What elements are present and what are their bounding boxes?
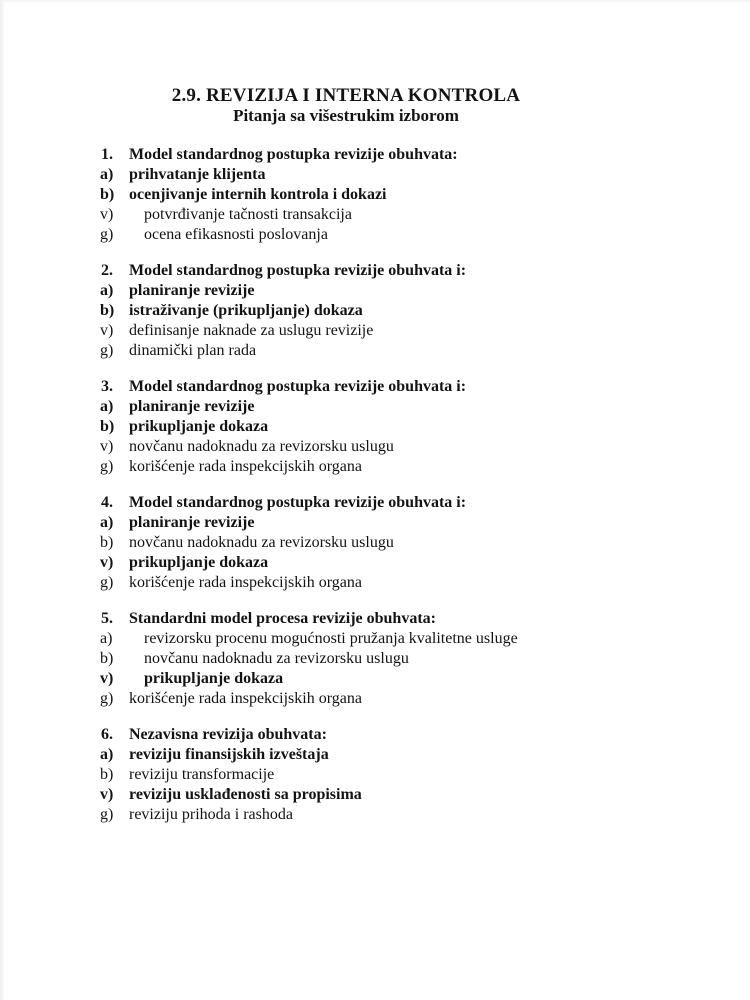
option-text: prikupljanje dokaza bbox=[129, 554, 269, 571]
options-list bbox=[100, 397, 592, 477]
question-text: Model standardnog postupka revizije obuhvata i: bbox=[129, 494, 467, 511]
questions-list bbox=[100, 145, 592, 825]
option-label: a) bbox=[100, 630, 113, 647]
option-label: b) bbox=[100, 766, 114, 783]
options-list bbox=[100, 745, 592, 825]
option-label: g) bbox=[100, 806, 114, 823]
option-row bbox=[100, 437, 592, 457]
option-label: g) bbox=[100, 342, 114, 359]
option-row bbox=[100, 341, 592, 361]
option-text: reviziju finansijskih izveštaja bbox=[129, 746, 329, 763]
question-number: 3. bbox=[101, 378, 113, 395]
option-row bbox=[100, 629, 592, 649]
option-label: g) bbox=[100, 690, 114, 707]
scan-edge-top bbox=[0, 0, 750, 3]
option-row bbox=[100, 573, 592, 593]
option-row bbox=[100, 553, 592, 573]
question-text: Model standardnog postupka revizije obuhvata i: bbox=[129, 378, 467, 395]
question-block bbox=[100, 493, 592, 593]
option-text: reviziju prihoda i rashoda bbox=[129, 806, 293, 823]
question-block bbox=[100, 609, 592, 709]
option-label: b) bbox=[100, 302, 115, 319]
question-number: 2. bbox=[101, 262, 113, 279]
question-block bbox=[100, 377, 592, 477]
option-label: v) bbox=[100, 206, 114, 223]
question-text: Model standardnog postupka revizije obuhvata i: bbox=[129, 262, 467, 279]
options-list bbox=[100, 281, 592, 361]
option-label: v) bbox=[100, 670, 114, 687]
document-title: 2.9. REVIZIJA I INTERNA KONTROLA bbox=[171, 85, 521, 106]
question-heading bbox=[100, 377, 592, 397]
option-row bbox=[100, 281, 592, 301]
option-row bbox=[100, 397, 592, 417]
document-content bbox=[100, 85, 592, 841]
question-text: Nezavisna revizija obuhvata: bbox=[129, 726, 327, 743]
option-row bbox=[100, 669, 592, 689]
question-number: 6. bbox=[101, 726, 113, 743]
option-text: planiranje revizije bbox=[129, 514, 255, 531]
option-row bbox=[100, 225, 592, 245]
question-number: 4. bbox=[101, 494, 113, 511]
option-text: prikupljanje dokaza bbox=[144, 670, 284, 687]
option-label: a) bbox=[100, 514, 114, 531]
scan-edge-left bbox=[0, 0, 4, 1000]
option-row bbox=[100, 205, 592, 225]
option-label: a) bbox=[100, 166, 114, 183]
option-row bbox=[100, 321, 592, 341]
option-label: b) bbox=[100, 186, 115, 203]
option-label: v) bbox=[100, 554, 114, 571]
option-text: potvrđivanje tačnosti transakcija bbox=[144, 206, 352, 223]
option-label: v) bbox=[100, 322, 114, 339]
option-text: dinamički plan rada bbox=[129, 342, 257, 359]
option-row bbox=[100, 805, 592, 825]
question-text: Model standardnog postupka revizije obuhvata: bbox=[129, 146, 458, 163]
option-text: korišćenje rada inspekcijskih organa bbox=[129, 690, 362, 707]
options-list bbox=[100, 629, 592, 709]
option-row bbox=[100, 417, 592, 437]
option-label: b) bbox=[100, 650, 114, 667]
option-text: istraživanje (prikupljanje) dokaza bbox=[129, 302, 363, 319]
option-label: a) bbox=[100, 398, 114, 415]
option-row bbox=[100, 165, 592, 185]
option-row bbox=[100, 301, 592, 321]
option-text: prihvatanje klijenta bbox=[129, 166, 266, 183]
option-text: planiranje revizije bbox=[129, 282, 255, 299]
question-heading bbox=[100, 493, 592, 513]
option-row bbox=[100, 745, 592, 765]
option-label: g) bbox=[100, 458, 114, 475]
option-row bbox=[100, 533, 592, 553]
question-heading bbox=[100, 261, 592, 281]
option-text: novčanu nadoknadu za revizorsku uslugu bbox=[129, 534, 394, 551]
option-text: planiranje revizije bbox=[129, 398, 255, 415]
document-subtitle: Pitanja sa višestrukim izborom bbox=[233, 106, 459, 125]
option-row bbox=[100, 765, 592, 785]
option-row bbox=[100, 457, 592, 477]
option-label: g) bbox=[100, 574, 114, 591]
option-row bbox=[100, 649, 592, 669]
option-text: prikupljanje dokaza bbox=[129, 418, 269, 435]
option-label: a) bbox=[100, 282, 114, 299]
option-text: reviziju usklađenosti sa propisima bbox=[129, 786, 362, 803]
option-text: ocenjivanje internih kontrola i dokazi bbox=[129, 186, 387, 203]
option-text: ocena efikasnosti poslovanja bbox=[144, 226, 328, 243]
question-block bbox=[100, 261, 592, 361]
option-row bbox=[100, 185, 592, 205]
option-row bbox=[100, 689, 592, 709]
option-text: novčanu nadoknadu za revizorsku uslugu bbox=[129, 438, 394, 455]
option-row bbox=[100, 513, 592, 533]
option-text: novčanu nadoknadu za revizorsku uslugu bbox=[144, 650, 409, 667]
option-label: b) bbox=[100, 534, 114, 551]
option-text: revizorsku procenu mogućnosti pružanja kvalitetne usluge bbox=[144, 630, 518, 647]
option-label: g) bbox=[100, 226, 114, 243]
question-heading bbox=[100, 609, 592, 629]
options-list bbox=[100, 165, 592, 245]
question-heading bbox=[100, 145, 592, 165]
options-list bbox=[100, 513, 592, 593]
option-text: reviziju transformacije bbox=[129, 766, 275, 783]
question-number: 5. bbox=[101, 610, 113, 627]
question-heading bbox=[100, 725, 592, 745]
question-text: Standardni model procesa revizije obuhvata: bbox=[129, 610, 436, 627]
option-label: v) bbox=[100, 786, 114, 803]
option-label: b) bbox=[100, 418, 115, 435]
question-block bbox=[100, 145, 592, 245]
option-text: definisanje naknade za uslugu revizije bbox=[129, 322, 374, 339]
option-text: korišćenje rada inspekcijskih organa bbox=[129, 574, 362, 591]
option-row bbox=[100, 785, 592, 805]
option-label: a) bbox=[100, 746, 114, 763]
question-number: 1. bbox=[101, 146, 113, 163]
option-text: korišćenje rada inspekcijskih organa bbox=[129, 458, 362, 475]
question-block bbox=[100, 725, 592, 825]
option-label: v) bbox=[100, 438, 114, 455]
